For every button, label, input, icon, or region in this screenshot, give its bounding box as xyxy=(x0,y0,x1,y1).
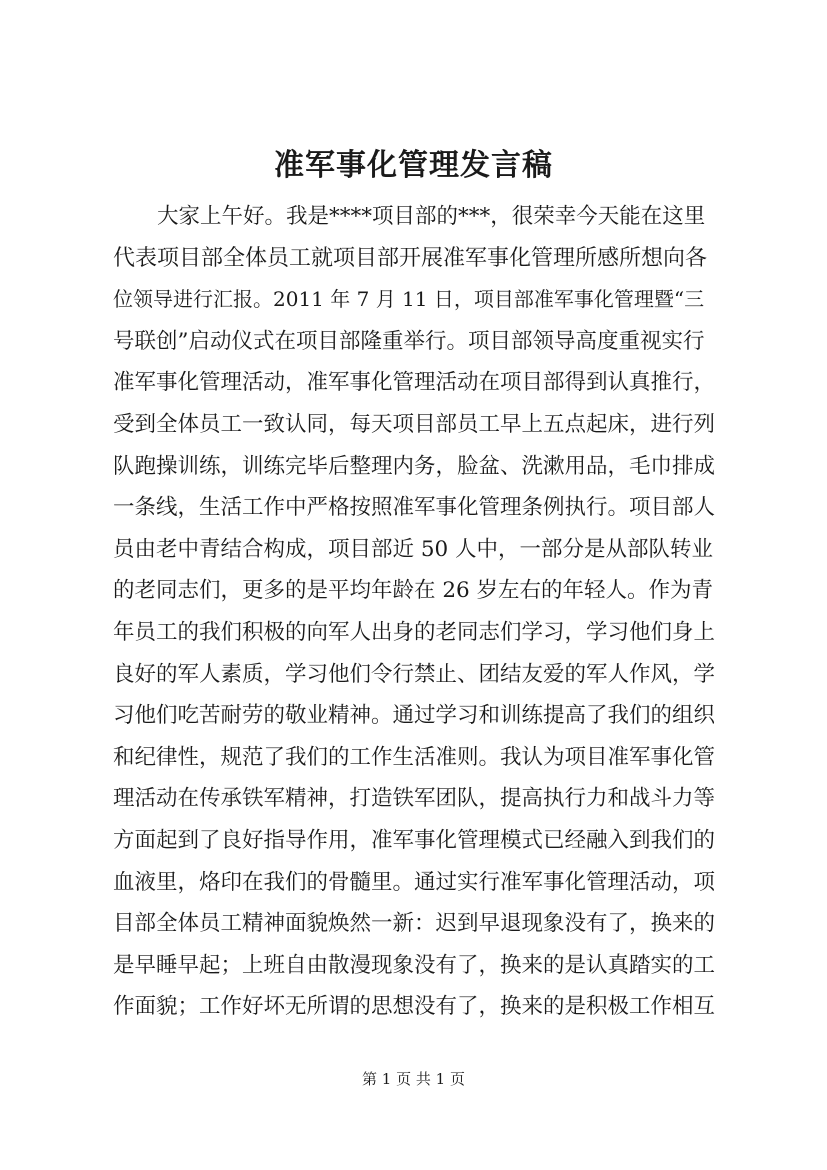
body-line: 队跑操训练，训练完毕后整理内务，脸盆、洗漱用品，毛巾排成 xyxy=(113,453,716,479)
body-line: 血液里，烙印在我们的骨髓里。通过实行准军事化管理活动，项 xyxy=(113,869,716,895)
body-line: 受到全体员工一致认同，每天项目部员工早上五点起床，进行列 xyxy=(113,411,716,437)
body-line: 目部全体员工精神面貌焕然一新：迟到早退现象没有了，换来的 xyxy=(113,911,716,937)
body-line: 是早睡早起；上班自由散漫现象没有了，换来的是认真踏实的工 xyxy=(113,952,716,978)
body-line: 一条线，生活工作中严格按照准军事化管理条例执行。项目部人 xyxy=(113,495,716,521)
body-line: 方面起到了良好指导作用，准军事化管理模式已经融入到我们的 xyxy=(113,827,716,853)
body-line: 位领导进行汇报。2011 年 7 月 11 日，项目部准军事化管理暨“三 xyxy=(113,287,705,312)
body-line: 的老同志们，更多的是平均年龄在 26 岁左右的年轻人。作为青 xyxy=(113,578,714,604)
body-line: 年员工的我们积极的向军人出身的老同志们学习，学习他们身上 xyxy=(113,619,716,645)
body-line: 大家上午好。我是****项目部的***，很荣幸今天能在这里 xyxy=(157,204,706,229)
document-title: 准军事化管理发言稿 xyxy=(274,148,553,183)
document-body xyxy=(113,196,715,1028)
body-line: 习他们吃苦耐劳的敬业精神。通过学习和训练提高了我们的组织 xyxy=(113,703,716,729)
body-line: 员由老中青结合构成，项目部近 50 人中，一部分是从部队转业 xyxy=(113,536,714,562)
body-line: 作面貌；工作好坏无所谓的思想没有了，换来的是积极工作相互 xyxy=(113,994,716,1020)
page-footer: 第 1 页 共 1 页 xyxy=(362,1070,465,1088)
body-line: 准军事化管理活动，准军事化管理活动在项目部得到认真推行， xyxy=(113,370,716,396)
body-line: 理活动在传承铁军精神，打造铁军团队，提高执行力和战斗力等 xyxy=(113,786,716,812)
body-line: 号联创”启动仪式在项目部隆重举行。项目部领导高度重视实行 xyxy=(113,328,705,354)
body-line: 和纪律性，规范了我们的工作生活准则。我认为项目准军事化管 xyxy=(113,744,716,770)
body-line: 良好的军人素质，学习他们令行禁止、团结友爱的军人作风，学 xyxy=(113,661,716,687)
body-line: 代表项目部全体员工就项目部开展准军事化管理所感所想向各 xyxy=(113,245,708,271)
